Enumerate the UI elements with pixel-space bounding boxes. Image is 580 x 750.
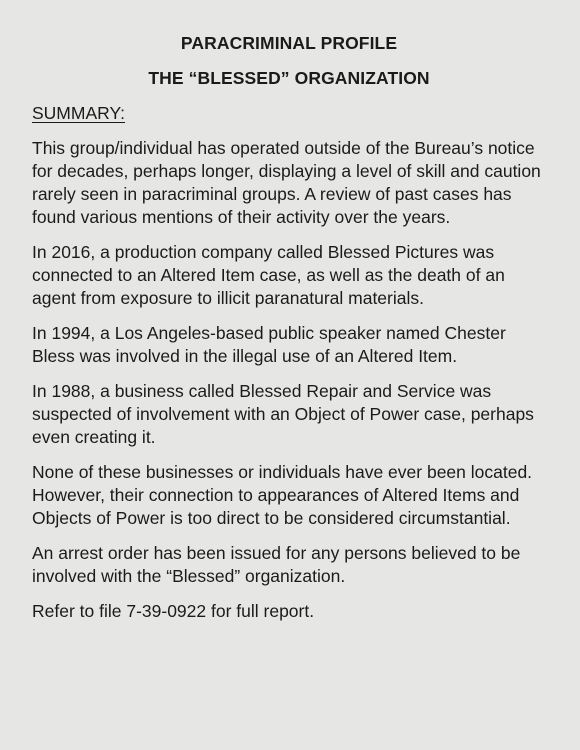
document-subtitle: THE “BLESSED” ORGANIZATION xyxy=(148,68,430,88)
summary-heading: SUMMARY: xyxy=(32,103,126,123)
summary-paragraph-4: In 1988, a business called Blessed Repair and Service was suspected of involvement with an Object of Power case, perhaps even creating it. xyxy=(32,381,534,447)
summary-paragraph-5: None of these businesses or individuals have ever been located. However, their connection to appearances of Altered Items and Objects of Power is too direct to be considered circumstantial. xyxy=(32,462,533,528)
summary-paragraph-1: This group/individual has operated outside of the Bureau’s notice for decades, perhaps longer, displaying a level of skill and caution rarely seen in paracriminal groups. A review of past cases has found various mentions of their activity over the years. xyxy=(32,138,541,227)
file-reference: Refer to file 7-39-0922 for full report. xyxy=(32,601,315,621)
document-title: PARACRIMINAL PROFILE xyxy=(180,33,398,53)
summary-paragraph-6: An arrest order has been issued for any persons believed to be involved with the “Blessed” organization. xyxy=(32,543,521,586)
summary-paragraph-3: In 1994, a Los Angeles-based public speaker named Chester Bless was involved in the illegal use of an Altered Item. xyxy=(32,323,506,366)
summary-paragraph-2: In 2016, a production company called Blessed Pictures was connected to an Altered Item case, as well as the death of an agent from exposure to illicit paranatural materials. xyxy=(32,242,505,308)
